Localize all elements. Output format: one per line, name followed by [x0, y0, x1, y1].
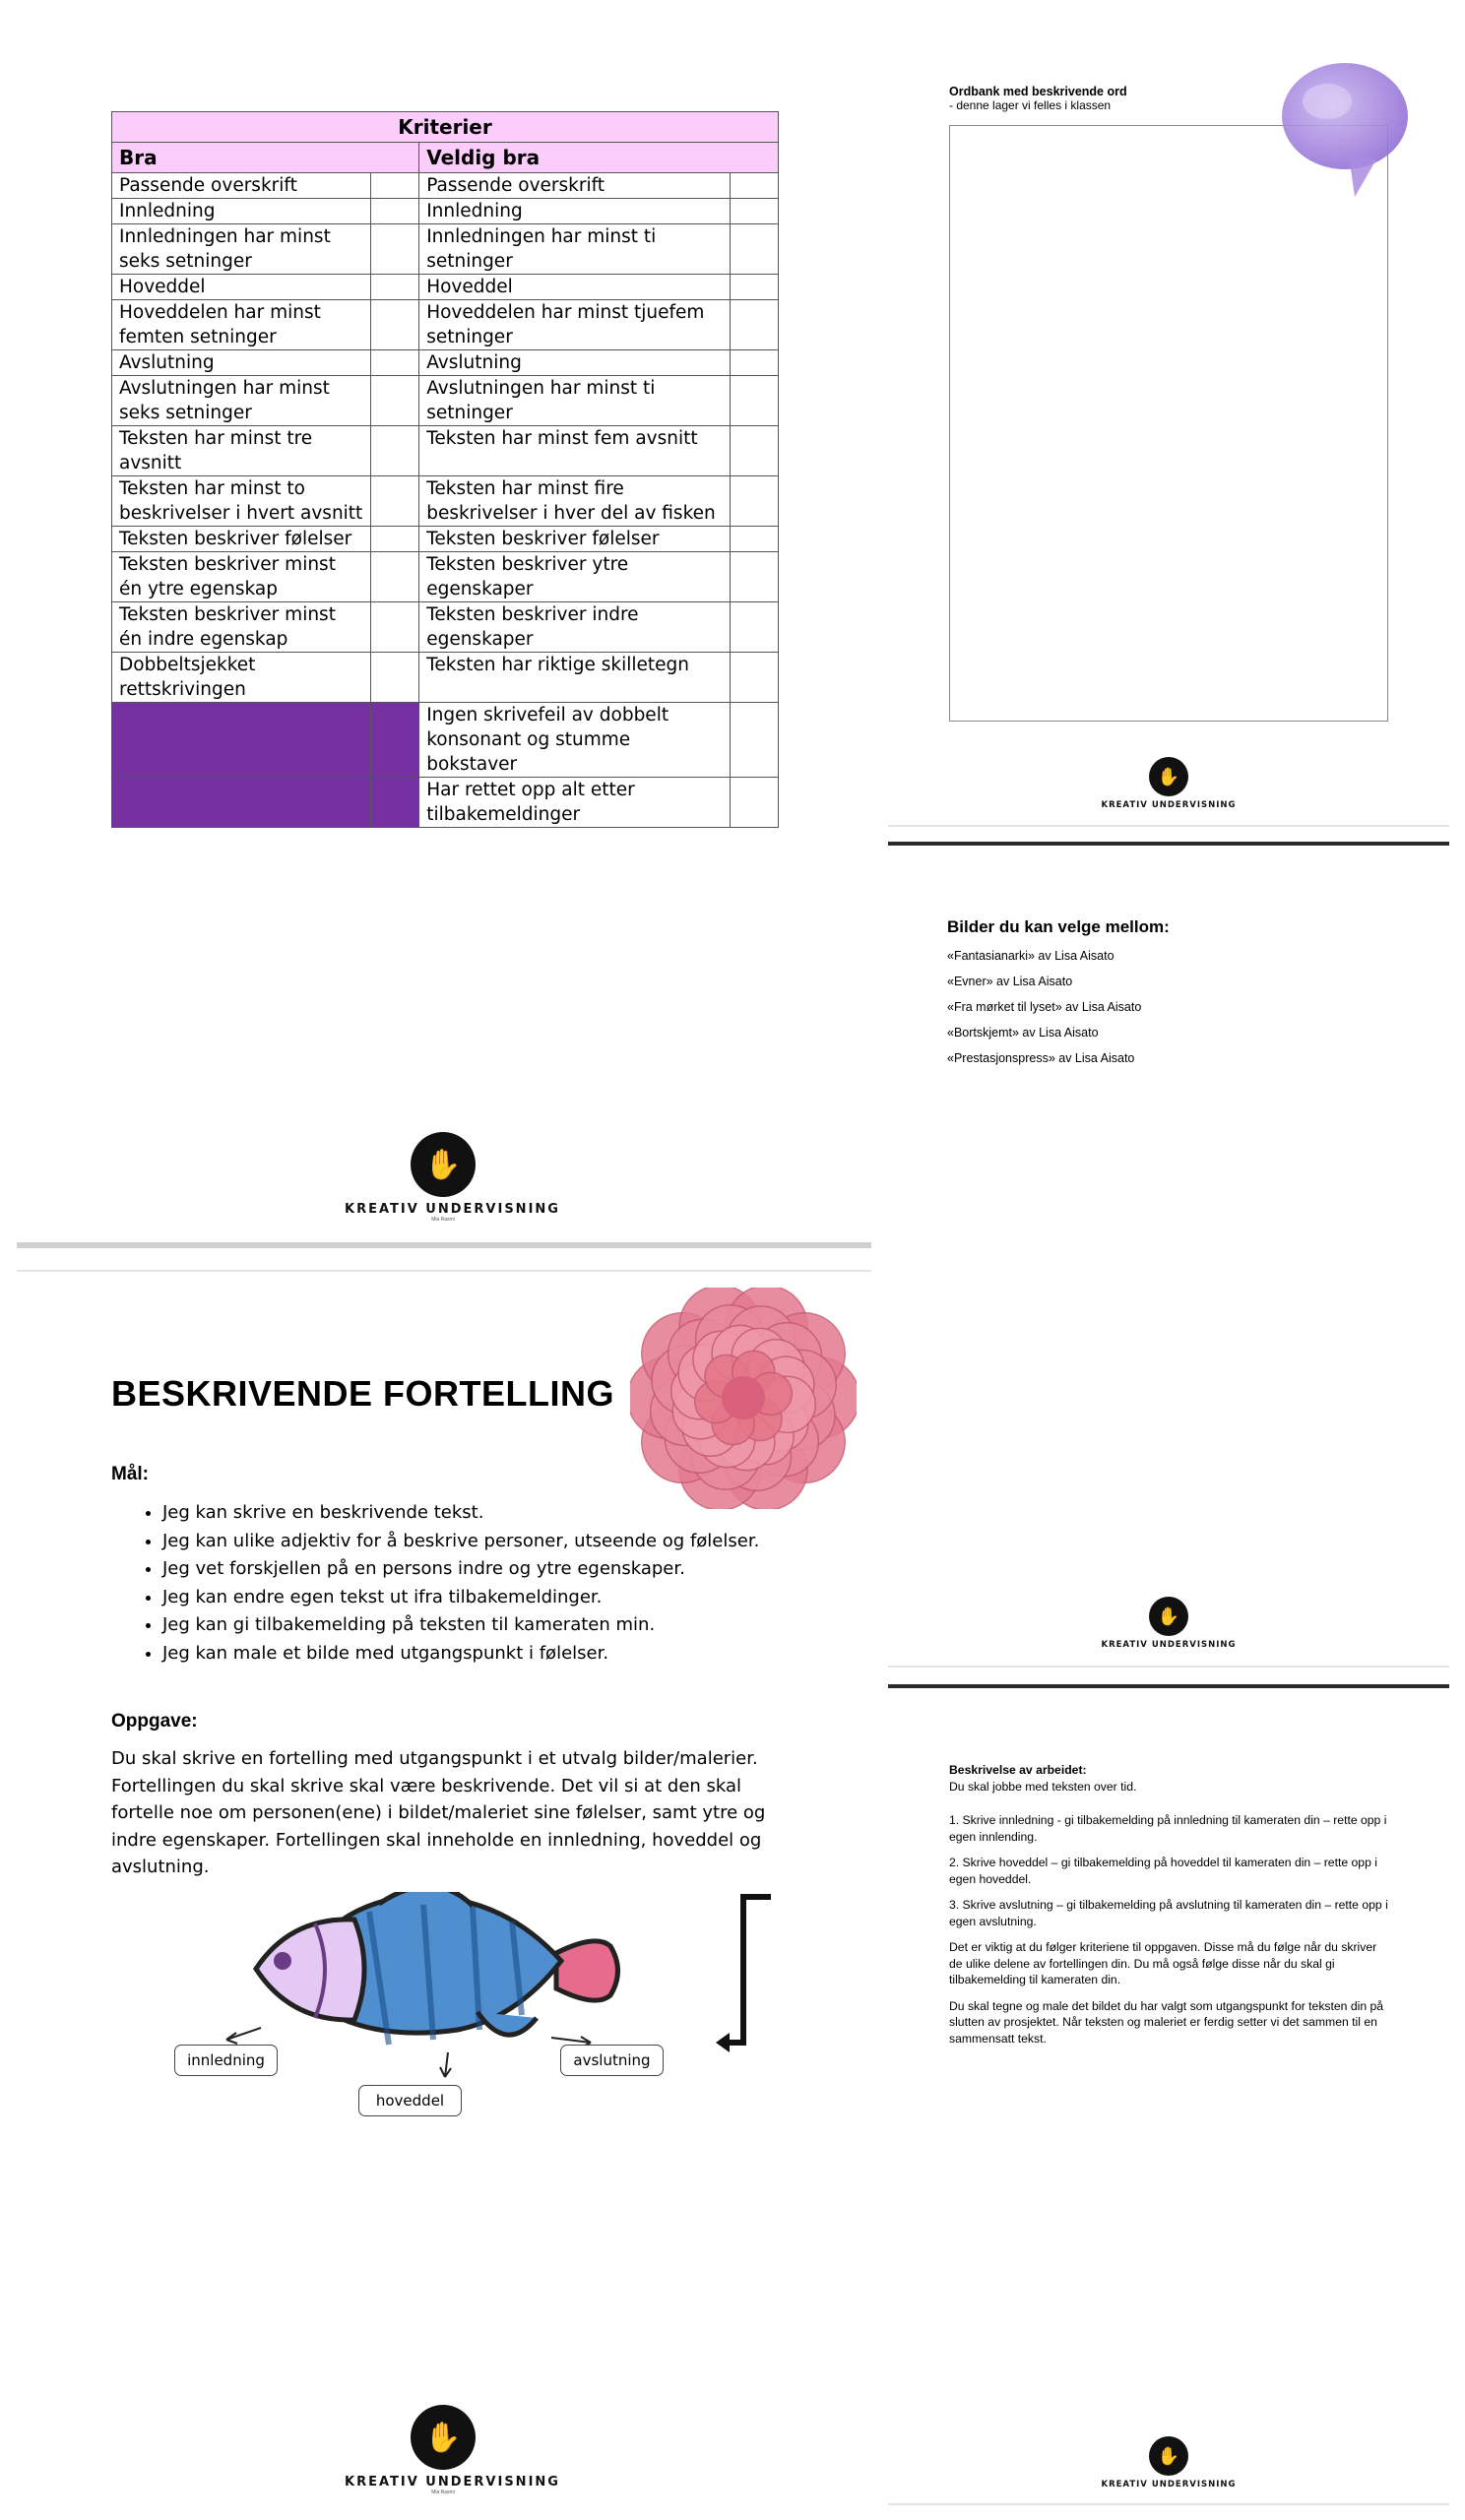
criteria-row [112, 703, 779, 778]
criteria-bra-cell: Passende overskrift [112, 173, 371, 199]
criteria-row [112, 426, 779, 476]
criteria-veldig-bra-cell: Innledningen har minst ti setninger [419, 224, 731, 275]
logo-brand: KREATIV UNDERVISNING [345, 2475, 560, 2489]
puzzle-hand-icon: ✋ [1149, 2436, 1188, 2476]
criteria-veldig-bra-cell: Hoveddelen har minst tjuefem setninger [419, 300, 731, 350]
flower-decoration [630, 1288, 857, 1509]
criteria-row [112, 173, 779, 199]
kreativ-undervisning-logo [345, 2405, 560, 2495]
goals-list [111, 1499, 759, 1668]
kreativ-undervisning-logo [1095, 1597, 1242, 1650]
task-label: Oppgave: [111, 1711, 198, 1732]
work-step: 1. Skrive innledning - gi tilbakemelding på innledning til kameraten din – rette opp i egen innlending. [949, 1813, 1387, 1844]
picture-item: «Evner» av Lisa Aisato [947, 975, 1073, 988]
speech-bubble-decoration [1278, 57, 1416, 205]
checkbox-cell[interactable] [731, 224, 779, 275]
goals-label: Mål: [111, 1464, 149, 1484]
page-divider [888, 2503, 1449, 2505]
checkbox-cell[interactable] [731, 527, 779, 552]
puzzle-hand-icon: ✋ [1149, 1597, 1188, 1636]
goal-item: • Jeg kan endre egen tekst ut ifra tilbakemeldinger. [162, 1584, 759, 1612]
checkbox-cell[interactable] [371, 527, 419, 552]
criteria-veldig-bra-cell: Passende overskrift [419, 173, 731, 199]
logo-brand: KREATIV UNDERVISNING [1101, 800, 1237, 810]
criteria-veldig-bra-cell: Avslutning [419, 350, 731, 376]
checkbox-cell[interactable] [731, 552, 779, 602]
checkbox-cell[interactable] [371, 350, 419, 376]
criteria-row [112, 476, 779, 527]
kreativ-undervisning-logo [1095, 2436, 1242, 2489]
page-divider [888, 1666, 1449, 1668]
checkbox-cell[interactable] [731, 426, 779, 476]
criteria-table [111, 111, 779, 828]
criteria-row [112, 376, 779, 426]
work-title: Beskrivelse av arbeidet: [949, 1763, 1087, 1777]
checkbox-cell[interactable] [371, 703, 419, 778]
criteria-row [112, 300, 779, 350]
criteria-header-veldig-bra: Veldig bra [419, 143, 779, 173]
criteria-veldig-bra-cell: Teksten beskriver indre egenskaper [419, 602, 731, 653]
goal-item: • Jeg kan ulike adjektiv for å beskrive personer, utseende og følelser. [162, 1528, 759, 1556]
goal-item: • Jeg vet forskjellen på en persons indre og ytre egenskaper. [162, 1555, 759, 1584]
criteria-bra-cell: Hoveddelen har minst femten setninger [112, 300, 371, 350]
work-step: 3. Skrive avslutning – gi tilbakemelding på avslutning til kameraten din – rette opp i egen avslutning. [949, 1898, 1388, 1928]
work-step: 2. Skrive hoveddel – gi tilbakemelding på hoveddel til kameraten din – rette opp i egen hoveddel. [949, 1856, 1377, 1886]
criteria-row [112, 602, 779, 653]
criteria-bra-cell: Avslutning [112, 350, 371, 376]
checkbox-cell[interactable] [731, 602, 779, 653]
puzzle-hand-icon: ✋ [411, 1132, 476, 1197]
criteria-bra-cell: Teksten beskriver minst én ytre egenskap [112, 552, 371, 602]
fish-label-hoveddel: hoveddel [358, 2085, 462, 2116]
work-description [949, 1762, 1388, 2056]
checkbox-cell[interactable] [731, 300, 779, 350]
checkbox-cell[interactable] [371, 300, 419, 350]
picture-item: «Bortskjemt» av Lisa Aisato [947, 1026, 1099, 1040]
picture-item: «Fantasianarki» av Lisa Aisato [947, 949, 1115, 963]
criteria-veldig-bra-cell: Teksten har minst fem avsnitt [419, 426, 731, 476]
wordbank-subtitle: - denne lager vi felles i klassen [949, 98, 1112, 112]
logo-sub: Mia Rasmi [431, 1217, 455, 1223]
criteria-bra-cell: Innledningen har minst seks setninger [112, 224, 371, 275]
goal-item: • Jeg kan skrive en beskrivende tekst. [162, 1499, 759, 1528]
page-divider [888, 825, 1449, 827]
criteria-row [112, 527, 779, 552]
criteria-row [112, 778, 779, 828]
criteria-row [112, 275, 779, 300]
criteria-header-bra: Bra [112, 143, 419, 173]
page-divider [888, 842, 1449, 846]
work-intro: Du skal jobbe med teksten over tid. [949, 1779, 1137, 1794]
checkbox-cell[interactable] [371, 199, 419, 224]
checkbox-cell[interactable] [731, 778, 779, 828]
criteria-veldig-bra-cell: Avslutningen har minst ti setninger [419, 376, 731, 426]
checkbox-cell[interactable] [731, 376, 779, 426]
criteria-row [112, 350, 779, 376]
checkbox-cell[interactable] [371, 476, 419, 527]
flower-center [722, 1376, 765, 1419]
checkbox-cell[interactable] [371, 426, 419, 476]
task-text: Du skal skrive en fortelling med utgangspunkt i et utvalg bilder/malerier. Fortellingen du skal skrive skal være beskrivende. Det vil si at den skal fortelle noe om personen(ene) i bildet/maleriet sine følelser, samt ytre og indre egenskaper. Fortellingen skal inneholde en innledning, hoveddel og avslutning. [111, 1748, 766, 1877]
checkbox-cell[interactable] [371, 376, 419, 426]
logo-brand: KREATIV UNDERVISNING [1101, 2480, 1237, 2489]
criteria-veldig-bra-cell: Teksten beskriver ytre egenskaper [419, 552, 731, 602]
checkbox-cell[interactable] [371, 552, 419, 602]
fish-label-avslutning: avslutning [560, 2045, 664, 2076]
checkbox-cell[interactable] [371, 275, 419, 300]
puzzle-hand-icon: ✋ [1149, 757, 1188, 796]
page-title: BESKRIVENDE FORTELLING [111, 1373, 615, 1414]
puzzle-hand-icon: ✋ [411, 2405, 476, 2470]
criteria-row [112, 224, 779, 275]
criteria-bra-cell: Avslutningen har minst seks setninger [112, 376, 371, 426]
criteria-veldig-bra-cell: Teksten har riktige skilletegn [419, 653, 731, 703]
checkbox-cell[interactable] [731, 275, 779, 300]
criteria-bra-cell: Hoveddel [112, 275, 371, 300]
criteria-bra-cell: Teksten har minst to beskrivelser i hvert avsnitt [112, 476, 371, 527]
criteria-row [112, 552, 779, 602]
logo-sub: Mia Rasmi [431, 2489, 455, 2495]
picture-item: «Prestasjonspress» av Lisa Aisato [947, 1051, 1135, 1065]
checkbox-cell[interactable] [371, 778, 419, 828]
checkbox-cell[interactable] [371, 602, 419, 653]
criteria-bra-cell: Innledning [112, 199, 371, 224]
checkbox-cell[interactable] [731, 703, 779, 778]
checkbox-cell[interactable] [731, 350, 779, 376]
page-divider [17, 1242, 871, 1248]
goal-item: • Jeg kan male et bilde med utgangspunkt i følelser. [162, 1640, 759, 1669]
work-para-2: Du skal tegne og male det bildet du har valgt som utgangspunkt for teksten din på slutten av prosjektet. Når teksten og maleriet er ferdig setter vi det sammen til en sammensatt tekst. [949, 1998, 1384, 2046]
checkbox-cell[interactable] [731, 476, 779, 527]
wordbank-title: Ordbank med beskrivende ord [949, 85, 1127, 98]
criteria-veldig-bra-cell: Har rettet opp alt etter tilbakemeldinger [419, 778, 731, 828]
logo-brand: KREATIV UNDERVISNING [1101, 1640, 1237, 1650]
picture-item: «Fra mørket til lyset» av Lisa Aisato [947, 1000, 1142, 1014]
pictures-title: Bilder du kan velge mellom: [947, 917, 1170, 936]
criteria-bra-cell: Teksten har minst tre avsnitt [112, 426, 371, 476]
criteria-row [112, 653, 779, 703]
checkbox-cell[interactable] [731, 173, 779, 199]
page-divider [888, 1684, 1449, 1688]
checkbox-cell[interactable] [731, 199, 779, 224]
checkbox-cell[interactable] [371, 224, 419, 275]
criteria-row [112, 199, 779, 224]
logo-brand: KREATIV UNDERVISNING [345, 1202, 560, 1217]
checkbox-cell[interactable] [371, 653, 419, 703]
criteria-veldig-bra-cell: Teksten har minst fire beskrivelser i hver del av fisken [419, 476, 731, 527]
kreativ-undervisning-logo [345, 1132, 560, 1223]
criteria-veldig-bra-cell: Hoveddel [419, 275, 731, 300]
work-para-1: Det er viktig at du følger kriteriene til oppgaven. Disse må du følge når du skriver de ulike delene av fortellingen din. Du må også følge disse når du skal gi tilbakemelding til kameraten din. [949, 1940, 1377, 1986]
fish-label-innledning: innledning [174, 2045, 278, 2076]
bracket-arrow-icon [712, 1892, 776, 2054]
checkbox-cell[interactable] [371, 173, 419, 199]
wordbank-box [949, 125, 1388, 722]
criteria-veldig-bra-cell: Ingen skrivefeil av dobbelt konsonant og stumme bokstaver [419, 703, 731, 778]
criteria-veldig-bra-cell: Innledning [419, 199, 731, 224]
criteria-bra-cell: Teksten beskriver følelser [112, 527, 371, 552]
kreativ-undervisning-logo [1095, 757, 1242, 810]
criteria-veldig-bra-cell: Teksten beskriver følelser [419, 527, 731, 552]
goal-item: • Jeg kan gi tilbakemelding på teksten til kameraten min. [162, 1611, 759, 1640]
checkbox-cell[interactable] [731, 653, 779, 703]
page-divider [17, 1270, 871, 1272]
criteria-bra-cell [112, 778, 371, 828]
criteria-bra-cell [112, 703, 371, 778]
criteria-bra-cell: Teksten beskriver minst én indre egenskap [112, 602, 371, 653]
criteria-title: Kriterier [112, 112, 779, 143]
criteria-bra-cell: Dobbeltsjekket rettskrivingen [112, 653, 371, 703]
